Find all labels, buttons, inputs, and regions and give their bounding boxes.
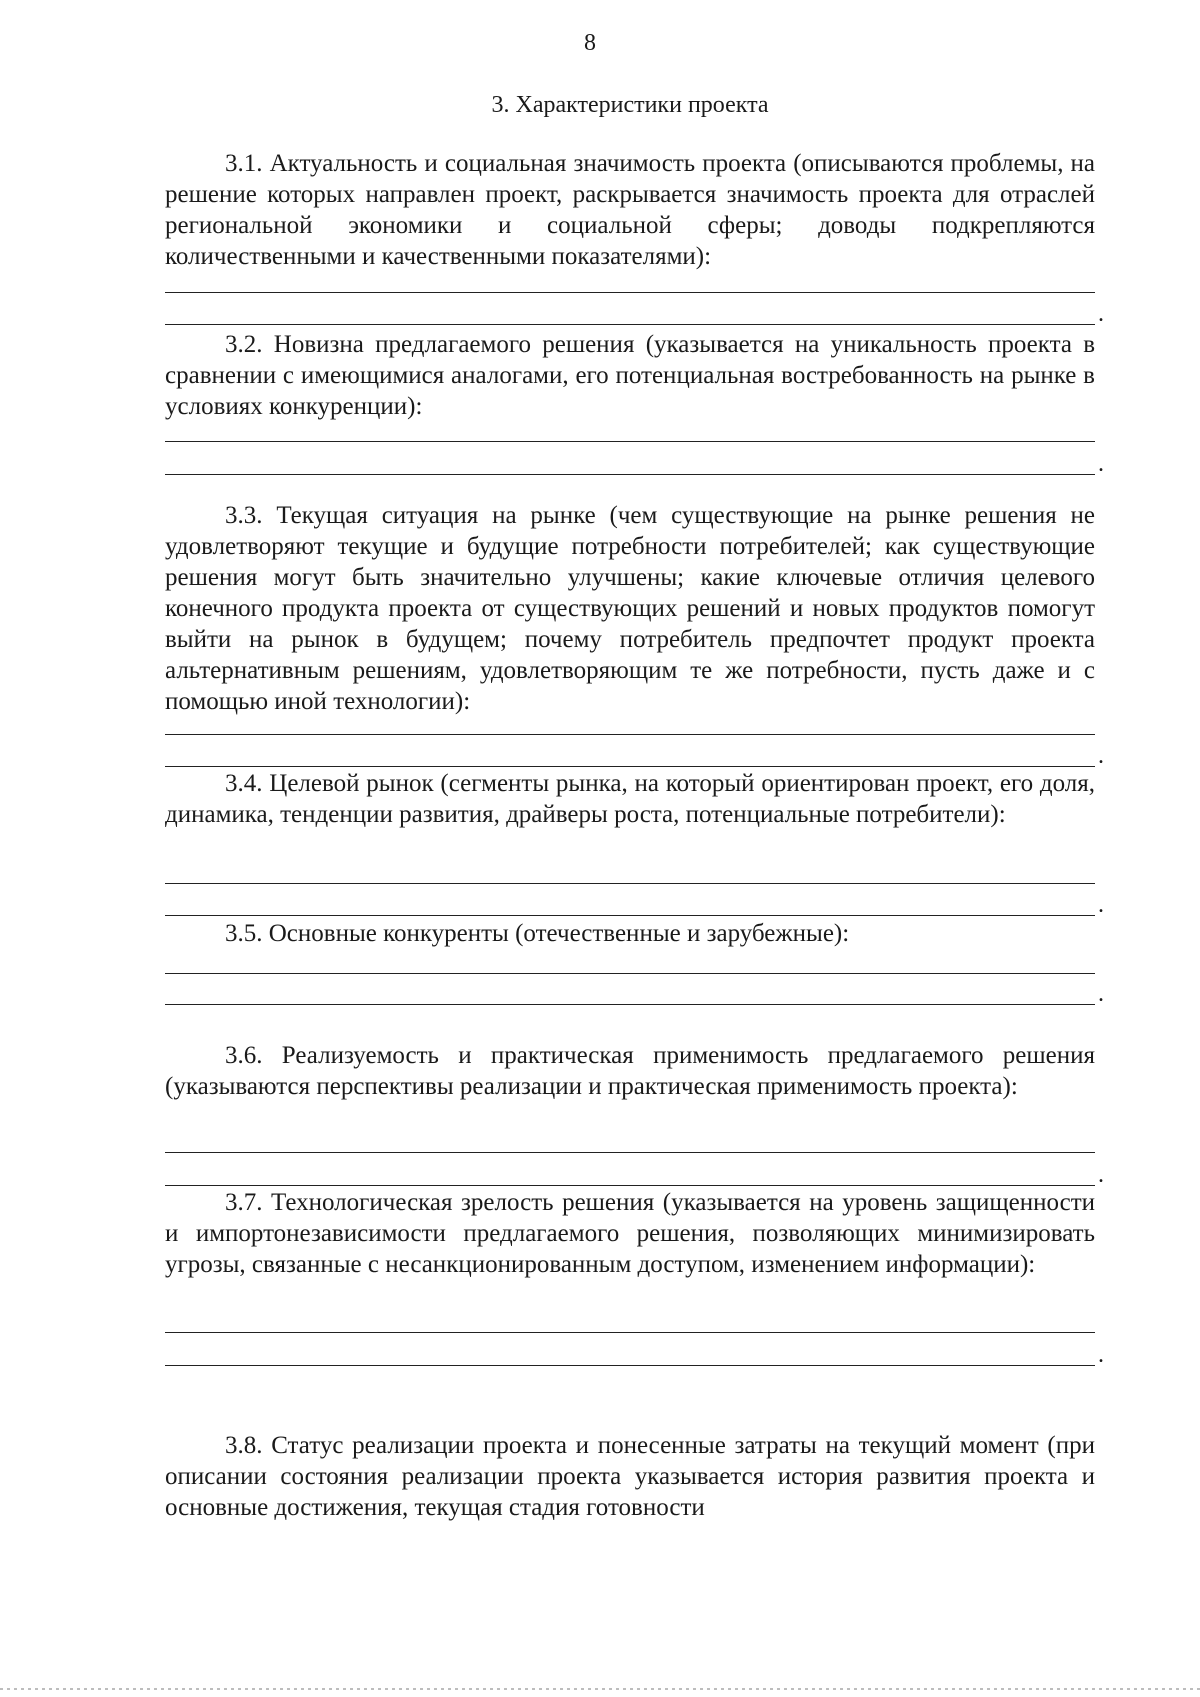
page-number: 8 — [584, 30, 596, 56]
answer-line[interactable] — [165, 1365, 1095, 1366]
answer-line[interactable] — [165, 324, 1095, 325]
answer-line[interactable] — [165, 474, 1095, 475]
answer-line[interactable] — [165, 734, 1095, 735]
item-3-1-text: 3.1. Актуальность и социальная значимость проекта (описываются проблемы, на решение которых направлен проект, раскрывается значимость проекта для отраслей региональной экономики и социальной сферы; доводы подкрепляются количественными и качественными показателями): — [165, 150, 1095, 270]
answer-line[interactable] — [165, 1332, 1095, 1333]
answer-line[interactable] — [165, 292, 1095, 293]
item-3-7-text: 3.7. Технологическая зрелость решения (указывается на уровень защищенности и импортонезависимости предлагаемого решения, позволяющих минимизировать угрозы, связанные с несанкционированным доступом, изменением информации): — [165, 1189, 1095, 1278]
answer-line[interactable] — [165, 766, 1095, 767]
item-3-5-text: 3.5. Основные конкуренты (отечественные и зарубежные): — [225, 920, 850, 947]
item-3-2-text: 3.2. Новизна предлагаемого решения (указывается на уникальность проекта в сравнении с имеющимися аналогами, его потенциальная востребованность на рынке в условиях конкуренции): — [165, 331, 1095, 420]
answer-line[interactable] — [165, 915, 1095, 916]
item-3-3-text: 3.3. Текущая ситуация на рынке (чем существующие на рынке решения не удовлетворяют текущие и будущие потребности потребителей; как существующие решения могут быть значительно улучшены; какие ключевые отличия целевого конечного продукта проекта от существующих решений и новых продуктов помогут выйти на рынок в будущем; почему потребитель предпочтет продукт проекта альтернативным решениям, удовлетворяющим те же потребности, пусть даже и с помощью иной технологии): — [165, 502, 1095, 715]
answer-line[interactable] — [165, 883, 1095, 884]
item-3-4-text: 3.4. Целевой рынок (сегменты рынка, на который ориентирован проект, его доля, динамика, тенденции развития, драйверы роста, потенциальные потребители): — [165, 770, 1095, 828]
item-3-6-text: 3.6. Реализуемость и практическая применимость предлагаемого решения (указываются перспективы реализации и практическая применимость проекта): — [165, 1042, 1095, 1100]
answer-line[interactable] — [165, 1004, 1095, 1005]
section-title: 3. Характеристики проекта — [491, 92, 769, 118]
answer-line[interactable] — [165, 1185, 1095, 1186]
item-3-8-text: 3.8. Статус реализации проекта и понесенные затраты на текущий момент (при описании состояния реализации проекта указывается история развития проекта и основные достижения, текущая стадия готовности — [165, 1432, 1095, 1521]
answer-line[interactable] — [165, 973, 1095, 974]
answer-line[interactable] — [165, 441, 1095, 442]
scan-edge — [0, 1688, 1200, 1690]
answer-line[interactable] — [165, 1152, 1095, 1153]
